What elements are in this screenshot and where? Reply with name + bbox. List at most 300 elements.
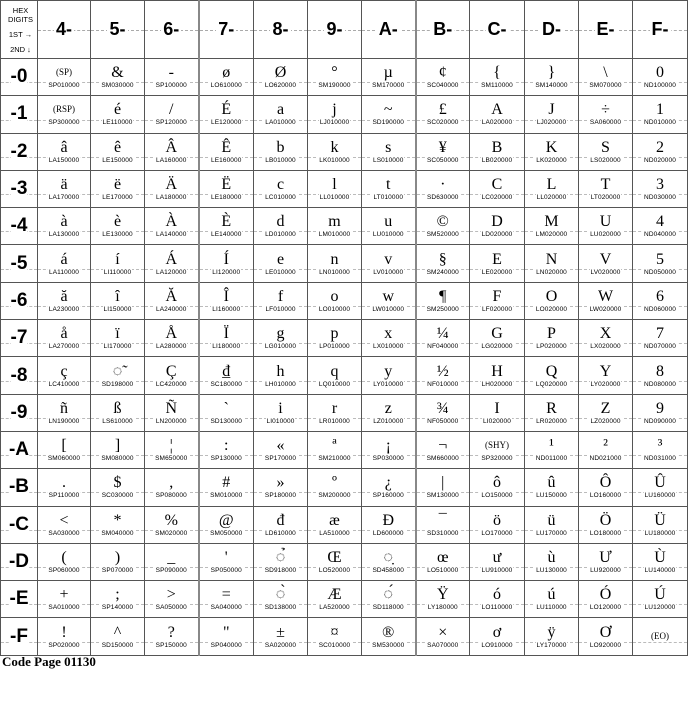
cell-content bbox=[200, 432, 254, 468]
character-id: SP320000 bbox=[481, 455, 513, 463]
code-cell bbox=[525, 282, 579, 319]
code-cell bbox=[416, 133, 470, 170]
character-id: ND060000 bbox=[644, 305, 676, 313]
character-id: LB010000 bbox=[265, 156, 296, 164]
cell-content bbox=[525, 320, 578, 356]
character-glyph: 3 bbox=[656, 176, 664, 194]
cell-content bbox=[254, 395, 307, 431]
column-header bbox=[254, 1, 308, 59]
code-cell bbox=[633, 170, 688, 207]
hex-label: HEX bbox=[12, 6, 29, 15]
cell-content bbox=[38, 283, 90, 319]
code-cell bbox=[362, 208, 416, 245]
code-cell bbox=[199, 506, 254, 543]
cell-content bbox=[525, 432, 578, 468]
code-cell bbox=[525, 431, 579, 468]
cell-content bbox=[362, 320, 415, 356]
code-cell bbox=[633, 506, 688, 543]
character-id: LA010000 bbox=[265, 119, 296, 127]
character-glyph: R bbox=[546, 399, 557, 417]
character-id: LV020000 bbox=[590, 268, 621, 276]
character-id: LI010000 bbox=[266, 417, 295, 425]
character-id: SM170000 bbox=[372, 82, 405, 90]
character-id: SM080000 bbox=[101, 455, 134, 463]
character-id: SM250000 bbox=[426, 305, 459, 313]
character-id: LO170000 bbox=[481, 529, 513, 537]
row-header-label: -7 bbox=[10, 327, 28, 349]
character-id: LH010000 bbox=[265, 380, 296, 388]
code-cell bbox=[254, 133, 308, 170]
character-id: LF010000 bbox=[265, 305, 296, 313]
character-glyph: Ó bbox=[599, 586, 612, 604]
character-id: SM040000 bbox=[101, 529, 134, 537]
cell-content bbox=[633, 432, 687, 468]
cell-content bbox=[525, 283, 578, 319]
character-id: LW020000 bbox=[589, 305, 622, 313]
code-cell bbox=[199, 245, 254, 282]
character-id: LA520000 bbox=[319, 604, 350, 612]
character-id: LI180000 bbox=[212, 343, 241, 351]
character-id: LE180000 bbox=[211, 194, 242, 202]
character-id: SD130000 bbox=[210, 417, 243, 425]
character-id: LJ020000 bbox=[536, 119, 567, 127]
character-glyph: 5 bbox=[656, 250, 664, 268]
cell-content bbox=[254, 283, 307, 319]
table-row bbox=[1, 506, 688, 543]
code-cell bbox=[416, 506, 470, 543]
cell-content bbox=[254, 618, 307, 654]
character-id: LL010000 bbox=[319, 194, 350, 202]
code-cell bbox=[308, 618, 362, 655]
cell-content bbox=[525, 544, 578, 580]
cell-content bbox=[633, 283, 687, 319]
cell-content bbox=[145, 283, 198, 319]
character-id: SP020000 bbox=[48, 641, 80, 649]
column-header-label: 7- bbox=[218, 19, 235, 39]
character-glyph: É bbox=[221, 101, 232, 119]
cell-content bbox=[362, 208, 415, 244]
character-glyph: ñ bbox=[60, 399, 68, 417]
row-header bbox=[1, 133, 38, 170]
character-glyph: E bbox=[492, 250, 502, 268]
character-glyph: º bbox=[332, 474, 337, 492]
character-glyph: ◌́ bbox=[383, 586, 393, 604]
character-id: NF040000 bbox=[427, 343, 459, 351]
character-id: ND050000 bbox=[644, 268, 676, 276]
character-id: LO020000 bbox=[535, 305, 568, 313]
code-cell bbox=[416, 96, 470, 133]
code-cell bbox=[470, 431, 525, 468]
character-glyph: ` bbox=[223, 399, 229, 417]
character-id: SP300000 bbox=[48, 119, 80, 127]
character-id: LO910000 bbox=[481, 641, 513, 649]
row-header-label: -0 bbox=[10, 66, 28, 88]
character-glyph: I bbox=[494, 399, 500, 417]
cell-content bbox=[579, 134, 632, 170]
character-id: LI170000 bbox=[103, 343, 132, 351]
character-id: ND090000 bbox=[644, 417, 676, 425]
cell-content bbox=[91, 283, 144, 319]
cell-content bbox=[362, 171, 415, 207]
cell-content bbox=[254, 507, 307, 543]
character-glyph: ◌̉ bbox=[275, 549, 286, 566]
cell-content bbox=[470, 507, 524, 543]
column-header bbox=[525, 1, 579, 59]
character-id: SP100000 bbox=[155, 82, 187, 90]
code-cell bbox=[470, 469, 525, 506]
code-cell bbox=[525, 133, 579, 170]
character-glyph: ¦ bbox=[169, 437, 173, 455]
code-cell bbox=[91, 394, 145, 431]
code-cell bbox=[145, 170, 199, 207]
cell-content bbox=[525, 208, 578, 244]
row-header bbox=[1, 96, 38, 133]
character-id: SP040000 bbox=[210, 641, 242, 649]
character-id: SM240000 bbox=[426, 268, 459, 276]
character-id: LO180000 bbox=[589, 529, 622, 537]
character-id: SA040000 bbox=[210, 604, 242, 612]
character-id: ND040000 bbox=[644, 231, 676, 239]
character-glyph: ~ bbox=[383, 101, 393, 119]
code-cell bbox=[254, 581, 308, 618]
character-id: SD630000 bbox=[426, 194, 459, 202]
cell-content bbox=[200, 395, 254, 431]
row-header bbox=[1, 357, 38, 394]
character-id: LA110000 bbox=[49, 268, 79, 276]
character-glyph: Ê bbox=[221, 138, 232, 156]
code-cell bbox=[579, 543, 633, 580]
character-id: SM520000 bbox=[426, 231, 459, 239]
code-cell bbox=[308, 581, 362, 618]
code-cell bbox=[416, 543, 470, 580]
character-id: LA160000 bbox=[156, 156, 187, 164]
character-glyph: # bbox=[222, 474, 231, 492]
character-id: SM130000 bbox=[426, 492, 459, 500]
character-glyph: ÿ bbox=[547, 623, 556, 641]
table-row bbox=[1, 133, 688, 170]
character-id: SD198000 bbox=[101, 380, 134, 388]
column-header-label: B- bbox=[433, 19, 453, 39]
character-glyph: 9 bbox=[656, 399, 664, 417]
cell-content bbox=[38, 171, 90, 207]
character-glyph: ë bbox=[113, 176, 122, 194]
character-glyph: à bbox=[60, 213, 68, 231]
character-id: LN010000 bbox=[319, 268, 350, 276]
character-id: LI160000 bbox=[212, 305, 241, 313]
cell-content bbox=[470, 618, 524, 654]
character-id: LU130000 bbox=[536, 567, 567, 574]
cell-content bbox=[308, 208, 361, 244]
character-glyph: Ä bbox=[165, 176, 178, 194]
cell-content bbox=[470, 320, 524, 356]
character-id: LO510000 bbox=[427, 567, 459, 574]
code-cell bbox=[362, 506, 416, 543]
cell-content bbox=[417, 245, 470, 281]
character-glyph: £ bbox=[438, 101, 447, 119]
code-cell bbox=[199, 133, 254, 170]
column-header bbox=[362, 1, 416, 59]
table-row bbox=[1, 282, 688, 319]
character-glyph: Ö bbox=[599, 511, 612, 529]
cell-content bbox=[38, 134, 90, 170]
character-glyph: ú bbox=[547, 586, 556, 604]
character-id: LY180000 bbox=[427, 604, 458, 612]
code-cell bbox=[362, 282, 416, 319]
character-glyph: Í bbox=[223, 250, 229, 268]
character-glyph: 1 bbox=[656, 101, 664, 119]
cell-content bbox=[145, 320, 198, 356]
character-id: ND100000 bbox=[644, 82, 676, 90]
code-cell bbox=[145, 394, 199, 431]
character-glyph: » bbox=[276, 474, 285, 492]
cell-content bbox=[308, 581, 361, 617]
character-glyph: 8 bbox=[656, 362, 664, 380]
code-cell bbox=[308, 170, 362, 207]
character-glyph: Ô bbox=[599, 474, 612, 492]
row-header-label: -B bbox=[8, 476, 30, 498]
character-glyph: ¡ bbox=[385, 437, 391, 455]
cell-content bbox=[308, 96, 361, 132]
code-cell bbox=[633, 394, 688, 431]
character-glyph: Ư bbox=[599, 549, 612, 566]
character-id: LA240000 bbox=[156, 305, 187, 313]
character-id: SA030000 bbox=[48, 529, 80, 537]
cell-content bbox=[91, 59, 144, 95]
row-header bbox=[1, 581, 38, 618]
character-id: LA230000 bbox=[48, 305, 80, 313]
code-cell bbox=[633, 133, 688, 170]
character-id: LA510000 bbox=[319, 529, 350, 537]
cell-content bbox=[470, 469, 524, 505]
row-header bbox=[1, 320, 38, 357]
character-glyph: i bbox=[278, 399, 283, 417]
code-cell bbox=[579, 506, 633, 543]
row-header bbox=[1, 543, 38, 580]
cell-content bbox=[417, 357, 470, 393]
cell-content bbox=[145, 96, 198, 132]
character-id: SM530000 bbox=[372, 641, 405, 649]
column-header-label: D- bbox=[542, 19, 561, 39]
code-cell bbox=[38, 357, 91, 394]
character-glyph: Û bbox=[654, 474, 666, 492]
cell-content bbox=[38, 59, 90, 95]
character-glyph: % bbox=[164, 511, 178, 529]
character-glyph: ] bbox=[114, 437, 121, 455]
character-glyph: ± bbox=[276, 623, 285, 641]
character-glyph: ø bbox=[222, 64, 231, 82]
code-cell bbox=[91, 170, 145, 207]
cell-content bbox=[91, 469, 144, 505]
code-cell bbox=[199, 96, 254, 133]
code-cell bbox=[633, 357, 688, 394]
character-glyph: đ bbox=[276, 511, 285, 529]
code-cell bbox=[633, 59, 688, 96]
character-id: LM020000 bbox=[535, 231, 568, 239]
code-cell bbox=[525, 245, 579, 282]
character-id: SM650000 bbox=[155, 455, 188, 463]
cell-content bbox=[525, 507, 578, 543]
code-cell bbox=[579, 282, 633, 319]
character-id: LL020000 bbox=[536, 194, 567, 202]
row-header-label: -F bbox=[10, 625, 28, 647]
code-cell bbox=[199, 618, 254, 655]
row-header bbox=[1, 394, 38, 431]
character-glyph: ¬ bbox=[438, 437, 448, 455]
character-glyph: Q bbox=[545, 362, 558, 380]
character-id: SA010000 bbox=[48, 604, 80, 612]
character-id: SP130000 bbox=[210, 455, 242, 463]
character-id: ND011000 bbox=[535, 455, 568, 463]
code-cell bbox=[308, 208, 362, 245]
character-id: LI110000 bbox=[103, 268, 132, 276]
cell-content bbox=[470, 544, 524, 580]
cell-content bbox=[525, 581, 578, 617]
code-cell bbox=[416, 170, 470, 207]
cell-content bbox=[91, 357, 144, 393]
table-row bbox=[1, 469, 688, 506]
code-cell bbox=[633, 431, 688, 468]
character-id: SM660000 bbox=[426, 455, 459, 463]
cell-content bbox=[470, 432, 524, 468]
character-glyph: ¼ bbox=[436, 325, 449, 343]
cell-content bbox=[470, 245, 524, 281]
code-cell bbox=[579, 581, 633, 618]
row-header bbox=[1, 431, 38, 468]
code-cell bbox=[525, 170, 579, 207]
character-glyph: o bbox=[330, 287, 339, 305]
character-id: ND030000 bbox=[644, 194, 676, 202]
character-glyph: Å bbox=[165, 325, 178, 343]
code-cell bbox=[38, 320, 91, 357]
character-id: LA130000 bbox=[48, 231, 80, 239]
table-row bbox=[1, 394, 688, 431]
code-cell bbox=[254, 543, 308, 580]
code-cell bbox=[525, 96, 579, 133]
row-header-label: -2 bbox=[10, 140, 28, 162]
character-glyph: g bbox=[276, 325, 285, 343]
table-row bbox=[1, 357, 688, 394]
code-cell bbox=[145, 96, 199, 133]
code-cell bbox=[579, 133, 633, 170]
code-cell bbox=[579, 208, 633, 245]
character-id: SP080000 bbox=[155, 492, 187, 500]
column-header-label: 4- bbox=[55, 19, 72, 39]
code-cell bbox=[416, 469, 470, 506]
code-cell bbox=[254, 208, 308, 245]
cell-content bbox=[579, 245, 632, 281]
cell-content bbox=[362, 59, 415, 95]
column-header-label: 9- bbox=[326, 19, 343, 39]
cell-content bbox=[470, 395, 524, 431]
table-row bbox=[1, 581, 688, 618]
character-glyph: ^ bbox=[113, 623, 122, 641]
character-glyph: å bbox=[60, 325, 68, 343]
code-cell bbox=[525, 357, 579, 394]
character-glyph: ó bbox=[493, 586, 501, 604]
cell-content bbox=[200, 96, 254, 132]
cell-content bbox=[525, 245, 578, 281]
column-header bbox=[416, 1, 470, 59]
character-id: LW010000 bbox=[372, 305, 405, 313]
character-id: LH020000 bbox=[481, 380, 513, 388]
character-id: LP010000 bbox=[319, 343, 350, 351]
code-cell bbox=[525, 320, 579, 357]
code-cell bbox=[38, 96, 91, 133]
code-cell bbox=[416, 245, 470, 282]
character-glyph: \ bbox=[603, 64, 608, 82]
cell-content bbox=[308, 395, 361, 431]
cell-content bbox=[308, 544, 361, 580]
cell-content bbox=[38, 245, 90, 281]
code-cell bbox=[91, 431, 145, 468]
character-glyph: n bbox=[330, 250, 339, 268]
character-glyph: [ bbox=[61, 437, 67, 455]
character-id: SP060000 bbox=[48, 567, 80, 574]
character-glyph: ư bbox=[492, 549, 502, 566]
cell-content bbox=[91, 245, 144, 281]
code-cell bbox=[362, 96, 416, 133]
cell-content bbox=[633, 245, 687, 281]
character-id: LA170000 bbox=[48, 194, 80, 202]
code-cell bbox=[579, 96, 633, 133]
code-cell bbox=[91, 357, 145, 394]
code-cell bbox=[199, 543, 254, 580]
character-glyph: U bbox=[599, 213, 612, 231]
character-id: LE110000 bbox=[102, 119, 133, 127]
cell-content bbox=[579, 469, 632, 505]
character-glyph: ® bbox=[382, 623, 395, 641]
character-id: SP070000 bbox=[101, 567, 134, 574]
cell-content bbox=[470, 357, 524, 393]
character-glyph: a bbox=[276, 101, 285, 119]
cell-content bbox=[633, 507, 687, 543]
character-id: SM210000 bbox=[318, 455, 351, 463]
code-cell bbox=[579, 245, 633, 282]
cell-content bbox=[525, 59, 578, 95]
cell-content bbox=[91, 432, 144, 468]
character-glyph: V bbox=[599, 250, 612, 268]
code-cell bbox=[38, 282, 91, 319]
code-cell bbox=[38, 618, 91, 655]
character-glyph: W bbox=[597, 287, 614, 305]
character-id: SP150000 bbox=[155, 641, 187, 649]
cell-content bbox=[200, 171, 254, 207]
code-cell bbox=[308, 469, 362, 506]
cell-content bbox=[633, 59, 687, 95]
character-glyph: d bbox=[276, 213, 285, 231]
cell-content bbox=[200, 134, 254, 170]
code-cell bbox=[91, 282, 145, 319]
cell-content bbox=[417, 395, 470, 431]
code-cell bbox=[362, 431, 416, 468]
character-glyph: Ñ bbox=[165, 399, 178, 417]
character-id: LS610000 bbox=[102, 417, 133, 425]
cell-content bbox=[417, 171, 470, 207]
cell-content bbox=[470, 171, 524, 207]
character-id: LA140000 bbox=[156, 231, 187, 239]
character-id: ND031000 bbox=[644, 455, 676, 463]
cell-content bbox=[525, 357, 578, 393]
character-glyph: p bbox=[330, 325, 339, 343]
character-glyph: Ü bbox=[654, 511, 666, 529]
character-id: LO620000 bbox=[264, 82, 297, 90]
cell-content bbox=[200, 59, 254, 95]
cell-content bbox=[254, 245, 307, 281]
column-header-label: E- bbox=[596, 19, 615, 39]
cell-content bbox=[633, 357, 687, 393]
table-row bbox=[1, 170, 688, 207]
character-glyph: Æ bbox=[327, 586, 342, 604]
